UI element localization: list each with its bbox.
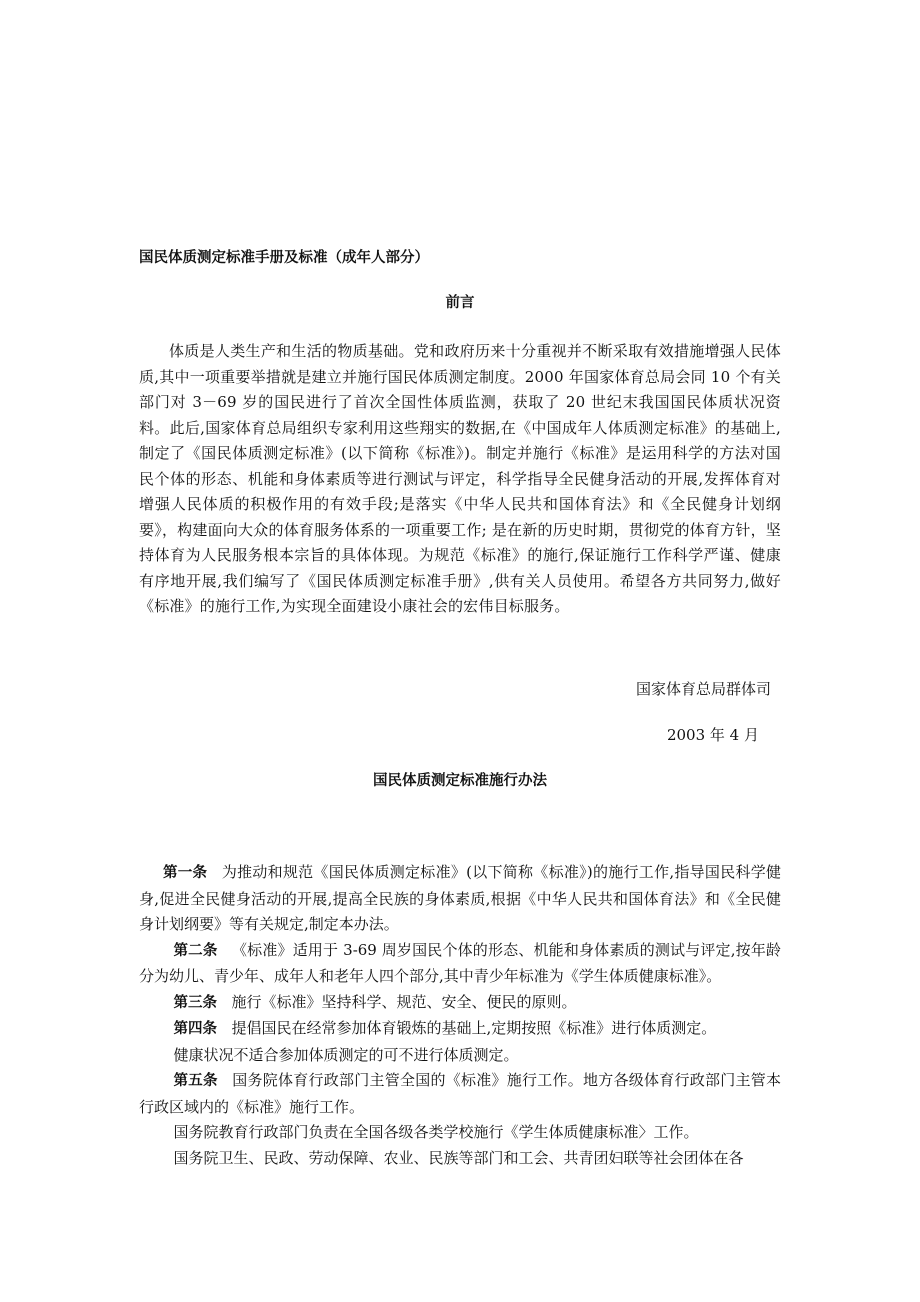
article-text: 《标准》适用于 3-69 周岁国民个体的形态、机能和身体素质的测试与评定,按年龄分为幼儿、青少年、成年人和老年人四个部分,其中青少年标准为《学生体质健康标准》。	[139, 940, 781, 985]
article-3	[139, 990, 781, 1017]
preface-signature: 国家体育总局群体司	[635, 680, 771, 698]
article-text: 为推动和规范《国民体质测定标准》(以下简称《标准》)的施行工作,指导国民科学健身,促进全民健身活动的开展,提高全民族的身体素质,根据《中华人民共和国体育法》和《全民健身计划纲要》等有关规定,制定本办法。	[139, 863, 781, 933]
article-label: 第二条	[173, 942, 218, 959]
article-label: 第三条	[173, 994, 217, 1011]
article-5-paragraph: 国务院教育行政部门负责在全国各级各类学校施行《学生体质健康标准〉工作。	[173, 1123, 699, 1141]
article-5	[139, 1068, 781, 1120]
article-4-paragraph: 健康状况不适合参加体质测定的可不进行体质测定。	[173, 1045, 519, 1064]
article-text: 国务院体育行政部门主管全国的《标准》施行工作。地方各级体育行政部门主管本行政区域内的《标准》施行工作。	[139, 1071, 781, 1116]
article-label: 第五条	[173, 1073, 218, 1089]
measures-title: 国民体质测定标准施行办法	[373, 773, 547, 789]
preface-heading: 前言	[445, 295, 475, 311]
preface-body: 体质是人类生产和生活的物质基础。党和政府历来十分重视并不断采取有效措施增强人民体质,其中一项重要举措就是建立并施行国民体质测定制度。2000 年国家体育总局会同 10 个有关部门对 3－69 岁的国民进行了首次全国性体质监测，获取了 20 世纪末我国国民体质状况资料。此后,国家体育总局组织专家利用这些翔实的数据,在《中国成年人体质测定标准》的基础上,制定了《国民体质测定标准》(以下简称《标准》)。制定并施行《标准》是运用科学的方法对国民个体的形态、机能和身体素质等进行测试与评定，科学指导全民健身活动的开展,发挥体育对增强人民体质的积极作用的有效手段;是落实《中华人民共和国体育法》和《全民健身计划纲要》，构建面向大众的体育服务体系的一项重要工作; 是在新的历史时期，贯彻党的体育方针，坚持体育为人民服务根本宗旨的具体体现。为规范《标准》的施行,保证施行工作科学严谨、健康有序地开展,我们编写了《国民体质测定标准手册》,供有关人员使用。希望各方共同努力,做好《标准》的施行工作,为实现全面建设小康社会的宏伟目标服务。	[139, 342, 781, 615]
article-5-paragraph-2: 国务院卫生、民政、劳动保障、农业、民族等部门和工会、共青团妇联等社会团体在各	[173, 1148, 744, 1167]
preface-date: 2003 年 4 月	[666, 726, 759, 744]
document-title: 国民体质测定标准手册及标准（成年人部分）	[139, 250, 429, 266]
article-text: 提倡国民在经常参加体育锻炼的基础上,定期按照《标准》进行体质测定。	[231, 1019, 717, 1037]
article-text: 施行《标准》坚持科学、规范、安全、便民的原则。	[231, 992, 577, 1011]
article-1	[139, 860, 781, 938]
article-4	[139, 1016, 781, 1043]
articles-section	[139, 860, 781, 1171]
article-label: 第一条	[163, 865, 208, 881]
article-label: 第四条	[173, 1021, 217, 1037]
article-2	[139, 938, 781, 990]
